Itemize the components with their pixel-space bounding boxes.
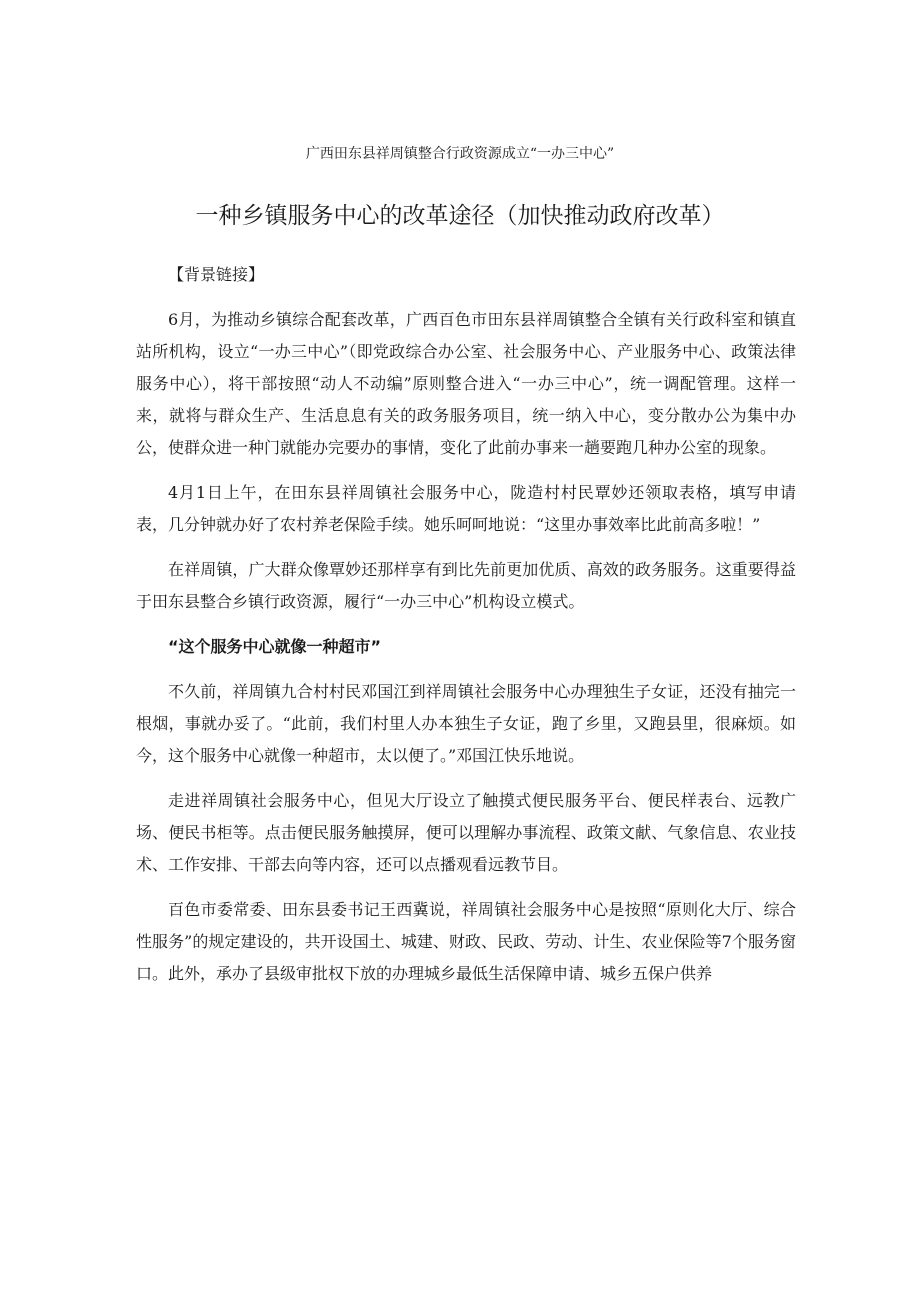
paragraph: 百色市委常委、田东县委书记王西冀说，祥周镇社会服务中心是按照“原则化大厅、综合性服务”的规定建设的，共开设国土、城建、财政、民政、劳动、计生、农业保险等7个服务窗口。此外，承办了县级审批权下放的办理城乡最低生活保障申请、城乡五保户供养 — [136, 900, 796, 983]
paragraph: 6月，为推动乡镇综合配套改革，广西百色市田东县祥周镇整合全镇有关行政科室和镇直站所机构，设立“一办三中心”（即党政综合办公室、社会服务中心、产业服务中心、政策法律服务中心），将干部按照“动人不动编”原则整合进入“一办三中心”，统一调配管理。这样一来，就将与群众生产、生活息息有关的政务服务项目，统一纳入中心，变分散办公为集中办公，使群众进一种门就能办完要办的事情，变化了此前办事来一趟要跑几种办公室的现象。 — [136, 310, 796, 457]
paragraph: 走进祥周镇社会服务中心，但见大厅设立了触摸式便民服务平台、便民样表台、远教广场、便民书柜等。点击便民服务触摸屏，便可以理解办事流程、政策文献、气象信息、农业技术、工作安排、干部去向等内容，还可以点播观看远教节目。 — [136, 791, 796, 874]
document-title: 一种乡镇服务中心的改革途径（加快推动政府改革） — [195, 203, 725, 229]
paragraph: 在祥周镇，广大群众像覃妙还那样享有到比先前更加优质、高效的政务服务。这重要得益于田东县整合乡镇行政资源，履行“一办三中心”机构设立模式。 — [136, 560, 796, 611]
background-link-label: 【背景链接】 — [168, 265, 265, 284]
document-kicker: 广西田东县祥周镇整合行政资源成立“一办三中心” — [305, 146, 615, 162]
section-subheading: “这个服务中心就像一种超市” — [168, 637, 382, 656]
paragraph: 4月1日上午，在田东县祥周镇社会服务中心，陇造村村民覃妙还领取表格，填写申请表，几分钟就办好了农村养老保险手续。她乐呵呵地说：“这里办事效率比此前高多啦！” — [136, 483, 796, 534]
document-body — [136, 259, 796, 1003]
paragraph: 不久前，祥周镇九合村村民邓国江到祥周镇社会服务中心办理独生子女证，还没有抽完一根烟，事就办妥了。“此前，我们村里人办本独生子女证，跑了乡里，又跑县里，很麻烦。如今，这个服务中心就像一种超市，太以便了。”邓国江快乐地说。 — [136, 682, 796, 765]
